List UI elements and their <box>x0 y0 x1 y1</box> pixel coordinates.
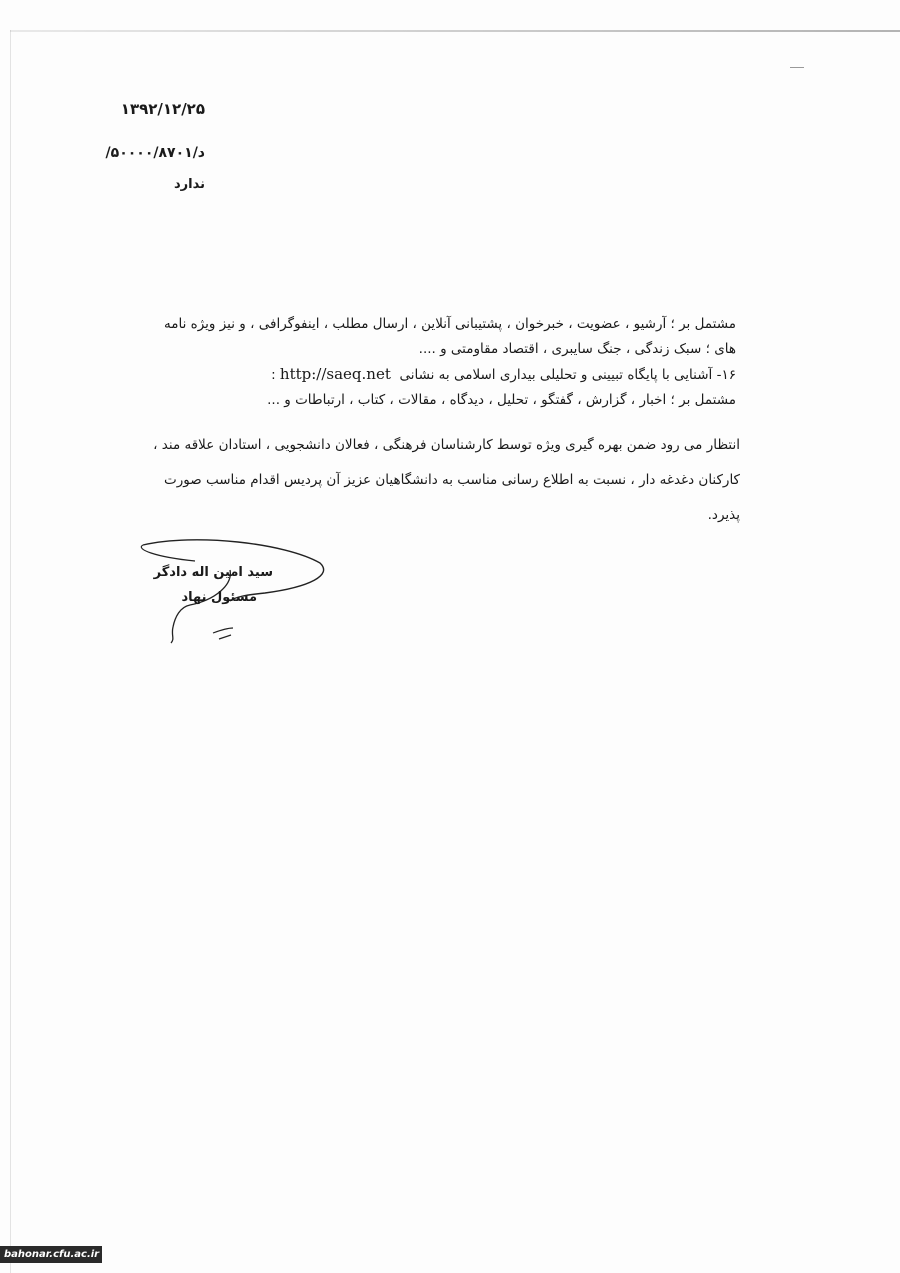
site-watermark: bahonar.cfu.ac.ir <box>0 1246 102 1263</box>
saeq-url-link[interactable]: http://saeq.net <box>279 365 391 383</box>
closing-line: کارکنان دغدغه دار ، نسبت به اطلاع رسانی مناسب به دانشگاهیان عزیز آن پردیس اقدام مناسب صورت <box>164 472 740 488</box>
item-16-text: ۱۶- آشنایی با پایگاه تبیینی و تحلیلی بیداری اسلامی به نشانی <box>399 367 736 383</box>
letter-number: د/۵۰۰۰۰/۸۷۰۱/ <box>105 145 205 161</box>
letter-date: ۱۳۹۲/۱۲/۲۵ <box>120 100 205 118</box>
closing-line: انتظار می رود ضمن بهره گیری ویژه توسط کارشناسان فرهنگی ، فعالان دانشجویی ، استادان علاقه مند ، <box>153 437 740 453</box>
closing-line: پذیرد. <box>707 507 740 523</box>
item-16-colon: : <box>271 367 276 383</box>
scan-edge-top <box>10 30 900 32</box>
scan-edge-left <box>10 30 11 1273</box>
signatory-name: سید امین اله دادگر <box>153 565 273 580</box>
scan-speck <box>790 67 804 68</box>
body-line: های ؛ سبک زندگی ، جنگ سایبری ، اقتصاد مقاومتی و .... <box>418 341 736 357</box>
body-line: مشتمل بر ؛ اخبار ، گزارش ، گفتگو ، تحلیل ، دیدگاه ، مقالات ، کتاب ، ارتباطات و ... <box>267 392 736 408</box>
letter-body <box>140 312 736 413</box>
body-line-item-16 <box>140 362 736 388</box>
body-line: مشتمل بر ؛ آرشیو ، عضویت ، خبرخوان ، پشتیبانی آنلاین ، ارسال مطلب ، اینفوگرافی ، و نیز ویژه نامه <box>163 316 736 332</box>
signatory-title: مسئول نهاد <box>181 590 257 605</box>
letter-attachment: ندارد <box>173 177 205 192</box>
signature-block <box>135 535 335 650</box>
letter-closing <box>153 428 740 533</box>
